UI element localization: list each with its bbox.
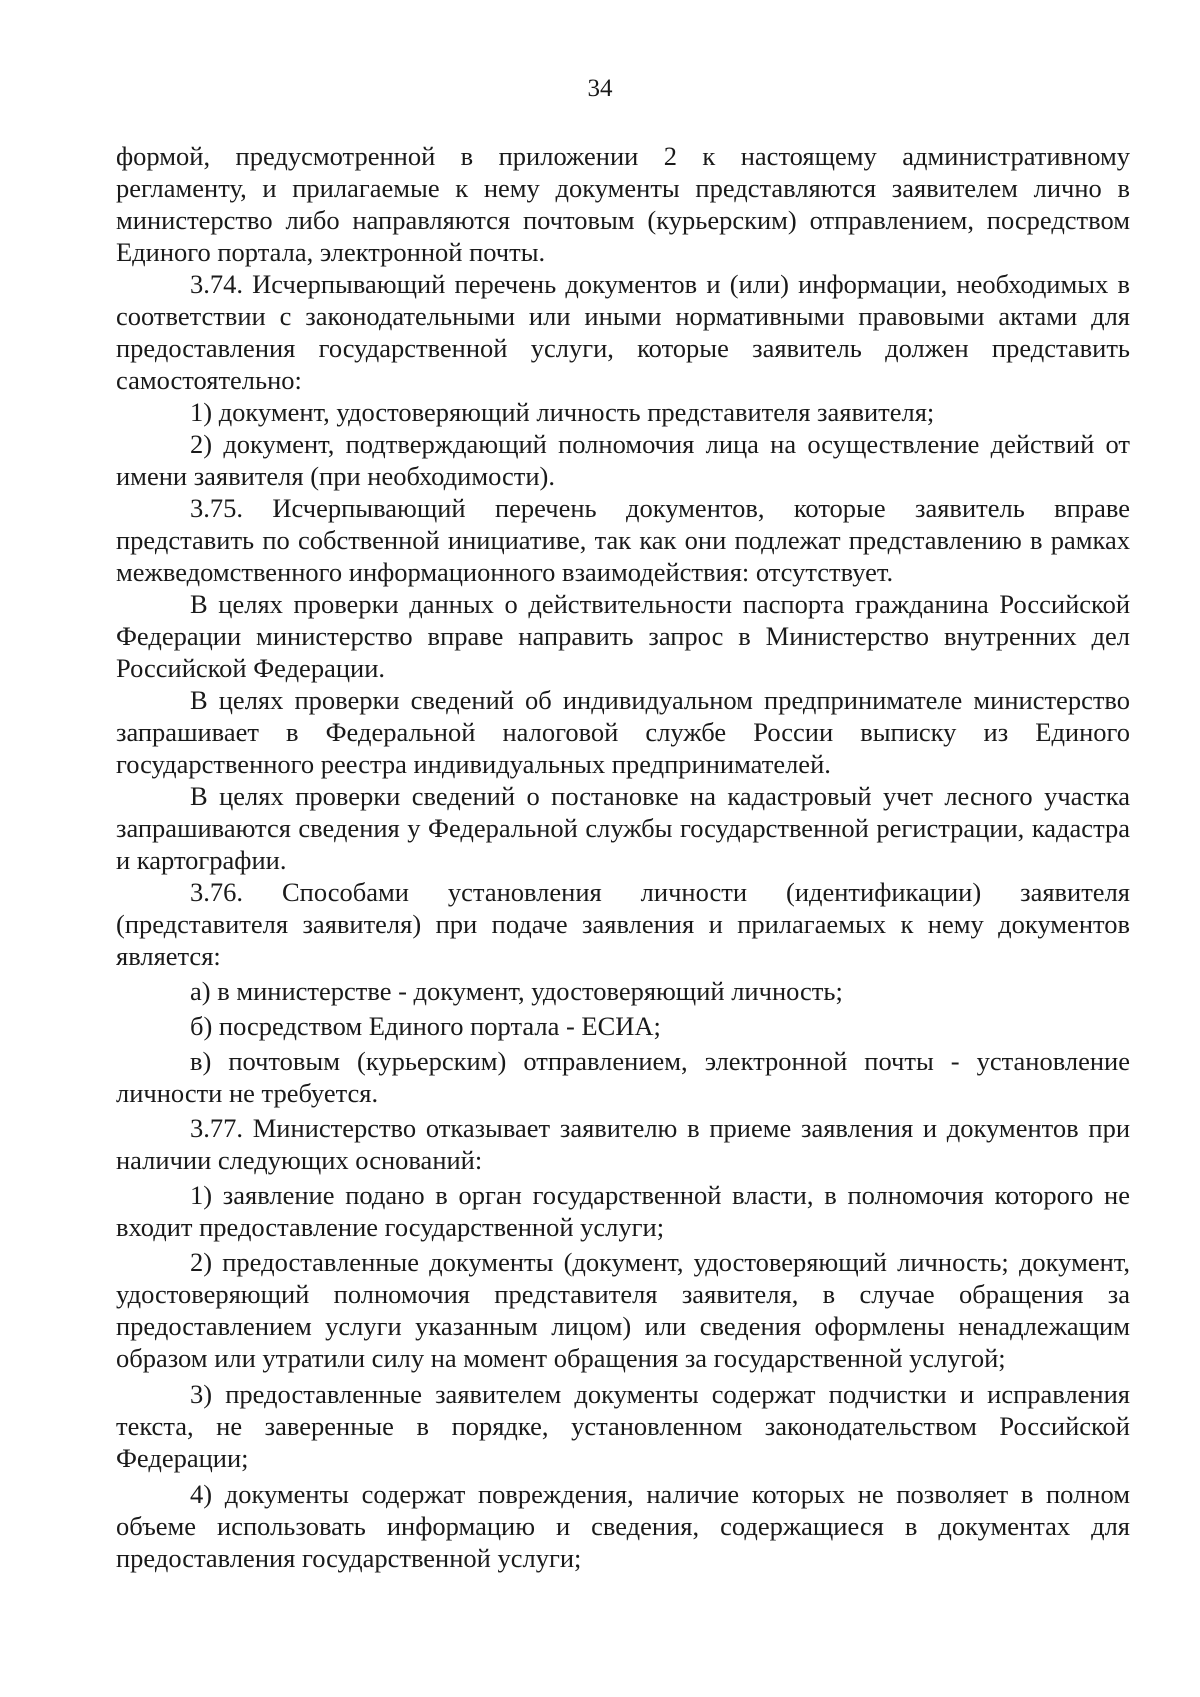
list-item-1: 1) документ, удостоверяющий личность представителя заявителя; (190, 397, 935, 427)
paragraph-entrepreneur-check: В целях проверки сведений об индивидуальном предпринимателе министерство запрашивает в Федеральной налоговой службе России выписку из Единого государственного реестра индивидуальных предпринимателей. (116, 685, 1130, 779)
refusal-ground-3: 3) предоставленные заявителем документы содержат подчистки и исправления текста, не заверенные в порядке, установленном законодательством Российской Федерации; (116, 1379, 1130, 1473)
paragraph-cadastral-check: В целях проверки сведений о постановке на кадастровый учет лесного участка запрашиваются сведения у Федеральной службы государственной регистрации, кадастра и картографии. (116, 781, 1130, 875)
refusal-ground-2: 2) предоставленные документы (документ, удостоверяющий личность; документ, удостоверяющий полномочия представителя заявителя, в случае обращения за предоставлением услуги указанным лицом) или сведения оформлены ненадлежащим образом или утратили силу на момент обращения за государственной услугой; (116, 1247, 1130, 1373)
paragraph-3-74: 3.74. Исчерпывающий перечень документов и (или) информации, необходимых в соответствии с законодательными или иными нормативными правовыми актами для предоставления государственной услуги, которые заявитель должен представить самостоятельно: (116, 269, 1130, 395)
paragraph-3-76: 3.76. Способами установления личности (идентификации) заявителя (представителя заявителя) при подаче заявления и прилагаемых к нему документов является: (116, 877, 1130, 971)
paragraph-continuation: формой, предусмотренной в приложении 2 к настоящему административному регламенту, и прилагаемые к нему документы представляются заявителем лично в министерство либо направляются почтовым (курьерским) отправлением, посредством Единого портала, электронной почты. (116, 141, 1130, 267)
list-item-v: в) почтовым (курьерским) отправлением, электронной почты - установление личности не требуется. (116, 1046, 1130, 1108)
paragraph-passport-check: В целях проверки данных о действительности паспорта гражданина Российской Федерации министерство вправе направить запрос в Министерство внутренних дел Российской Федерации. (116, 589, 1130, 683)
list-item-a: а) в министерстве - документ, удостоверяющий личность; (190, 976, 843, 1006)
refusal-ground-4: 4) документы содержат повреждения, наличие которых не позволяет в полном объеме использовать информацию и сведения, содержащиеся в документах для предоставления государственной услуги; (116, 1479, 1130, 1573)
paragraph-3-77: 3.77. Министерство отказывает заявителю в приеме заявления и документов при наличии следующих оснований: (116, 1113, 1130, 1175)
list-item-2: 2) документ, подтверждающий полномочия лица на осуществление действий от имени заявителя (при необходимости). (116, 429, 1130, 491)
paragraph-3-75: 3.75. Исчерпывающий перечень документов, которые заявитель вправе представить по собственной инициативе, так как они подлежат представлению в рамках межведомственного информационного взаимодействия: отсутствует. (116, 493, 1130, 587)
refusal-ground-1: 1) заявление подано в орган государственной власти, в полномочия которого не входит предоставление государственной услуги; (116, 1180, 1130, 1242)
list-item-b: б) посредством Единого портала - ЕСИА; (190, 1011, 661, 1041)
document-body (116, 140, 1130, 1574)
page-number: 34 (587, 75, 613, 102)
